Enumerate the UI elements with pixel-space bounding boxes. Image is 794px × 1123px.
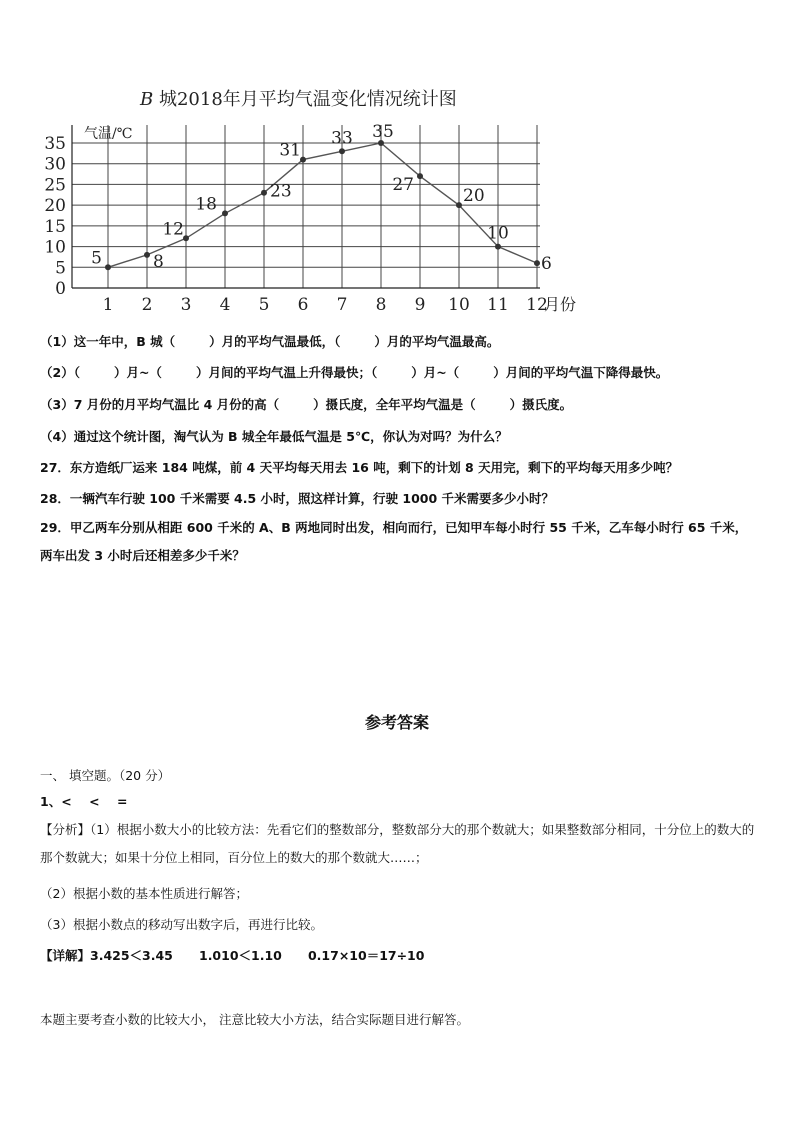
y-tick-label: 20 [44, 196, 66, 217]
question-1 [40, 332, 499, 350]
question-28: 28．一辆汽车行驶 100 千米需要 4.5 小时，照这样计算，行驶 1000 千米需要多少小时？ [40, 491, 555, 506]
question-3-part-b: ）摄氏度，全年平均气温是（ [313, 397, 476, 412]
data-label: 8 [153, 251, 164, 272]
x-tick-label: 9 [414, 295, 426, 315]
question-3 [40, 395, 572, 413]
chart-title-prefix: B [140, 89, 154, 110]
question-2-part-e: ）月间的平均气温下降得最快。 [493, 365, 669, 380]
x-tick-label: 4 [219, 295, 231, 315]
data-label: 5 [91, 248, 102, 269]
data-label: 20 [463, 186, 485, 207]
y-tick-label: 10 [44, 237, 66, 258]
data-point [456, 202, 462, 208]
chart-title-text: 城2018年月平均气温变化情况统计图 [158, 89, 457, 110]
answer-analysis-3: （3）根据小数点的移动写出数字后，再进行比较。 [40, 917, 323, 932]
y-tick-label: 30 [44, 154, 66, 175]
x-tick-label: 12 [526, 295, 548, 315]
y-tick-label: 35 [44, 134, 66, 154]
x-tick-label: 6 [297, 295, 309, 315]
question-2-part-a: （2）（ [40, 365, 80, 380]
data-label: 23 [270, 181, 292, 202]
x-tick-label: 11 [487, 295, 509, 315]
question-1-part-b: ）月的平均气温最低，（ [209, 334, 341, 349]
answer-1: 1、< < = [40, 794, 128, 809]
x-tick-label: 8 [375, 295, 387, 315]
question-1-part-a: （1）这一年中，B 城（ [40, 334, 176, 349]
data-point [105, 264, 111, 270]
question-3-part-a: （3）7 月份的月平均气温比 4 月份的高（ [40, 397, 280, 412]
y-axis-label: 气温/℃ [84, 126, 133, 142]
x-tick-label: 5 [258, 295, 270, 315]
y-tick-label: 25 [44, 175, 66, 196]
data-point [222, 210, 228, 216]
x-tick-label: 1 [102, 295, 114, 315]
question-27: 27．东方造纸厂运来 184 吨煤，前 4 天平均每天用去 16 吨，剩下的计划 8 天用完，剩下的平均每天用多少吨？ [40, 460, 679, 475]
data-point [417, 173, 423, 179]
answer-analysis-2: （2）根据小数的基本性质进行解答； [40, 886, 248, 901]
data-label: 12 [162, 219, 184, 240]
question-2-part-b: ）月~（ [113, 365, 162, 380]
y-tick-label: 5 [55, 258, 66, 279]
data-label: 31 [279, 140, 301, 161]
x-tick-label: 3 [180, 295, 192, 315]
answer-detail: 【详解】3.425＜3.45 1.010＜1.10 0.17×10＝17÷10 [40, 948, 425, 963]
question-1-part-c: ）月的平均气温最高。 [374, 334, 500, 349]
data-label: 35 [372, 122, 394, 142]
data-label: 27 [392, 175, 414, 196]
data-label: 18 [195, 194, 217, 215]
question-2 [40, 363, 668, 381]
x-tick-label: 2 [141, 295, 153, 315]
data-point [495, 244, 501, 250]
data-label: 10 [487, 223, 509, 244]
data-label: 6 [541, 254, 552, 275]
data-label: 33 [331, 128, 353, 149]
question-29: 29．甲乙两车分别从相距 600 千米的 A、B 两地同时出发，相向而行，已知甲车每小时行 55 千米，乙车每小时行 65 千米，两车出发 3 小时后还相差多少千米？ [40, 520, 748, 563]
question-4: （4）通过这个统计图，淘气认为 B 城全年最低气温是 5℃，你认为对吗？为什么？ [40, 429, 508, 444]
y-tick-label: 15 [44, 216, 66, 237]
temperature-line-chart [0, 0, 794, 330]
answers-section-heading: 一、 填空题。（20 分） [40, 768, 171, 783]
data-point [534, 260, 540, 266]
x-tick-label: 10 [448, 295, 470, 315]
data-point [144, 252, 150, 258]
question-3-part-c: ）摄氏度。 [509, 397, 573, 412]
answer-summary: 本题主要考查小数的比较大小， 注意比较大小方法，结合实际题目进行解答。 [40, 1012, 469, 1027]
y-tick-label: 0 [55, 279, 66, 299]
data-point [261, 190, 267, 196]
question-2-part-d: ）月~（ [411, 365, 460, 380]
x-axis-label: 月份 [544, 295, 577, 314]
x-tick-label: 7 [336, 295, 348, 315]
answers-title: 参考答案 [364, 713, 429, 732]
answer-analysis: 【分析】（1）根据小数大小的比较方法：先看它们的整数部分，整数部分大的那个数就大；如果整数部分相同，十分位上的数大的那个数就大；如果十分位上相同，百分位上的数大的那个数就大……； [40, 822, 755, 865]
question-2-part-c: ）月间的平均气温上升得最快；（ [195, 365, 378, 380]
data-point [339, 148, 345, 154]
